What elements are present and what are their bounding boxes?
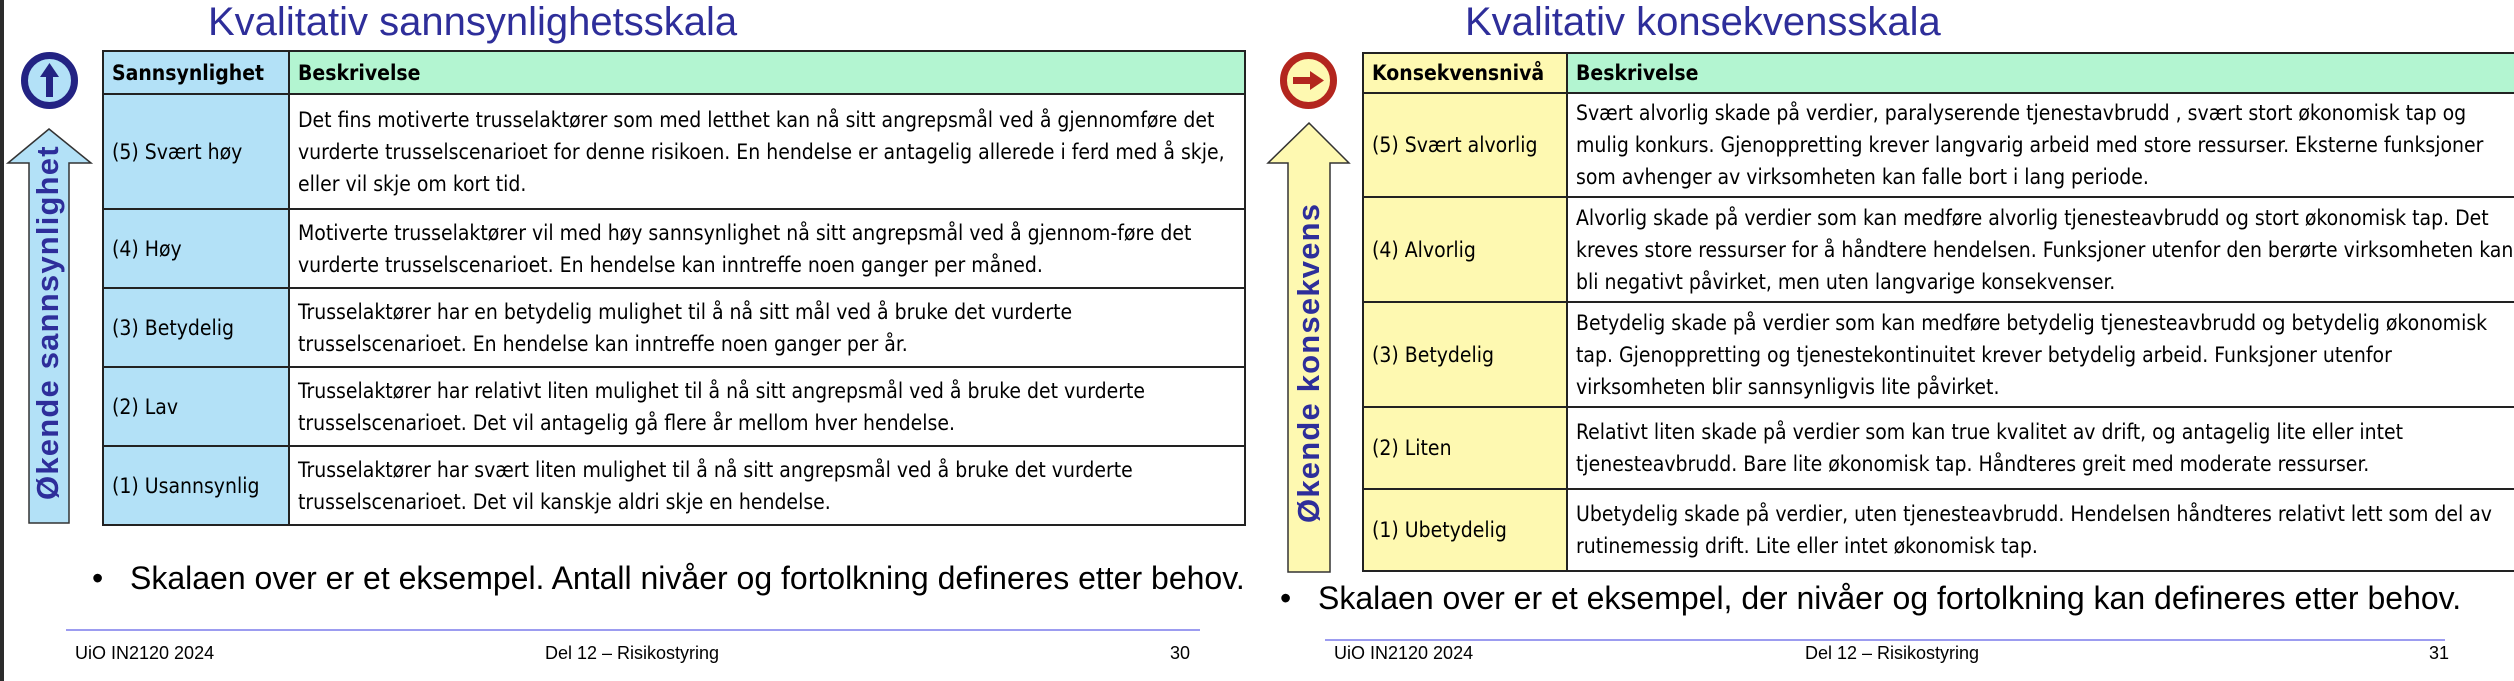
description-cell: Motiverte trusselaktører vil med høy sannsynlighet nå sitt angrepsmål ved å gjennom-føre det vurderte trusselscenarioet. En hendelse kan inntreffe noen ganger per måned. [289,209,1245,288]
table-row [103,446,1245,525]
level-cell: (3) Betydelig [103,288,289,367]
table-row [103,288,1245,367]
table-row [1363,407,2514,489]
level-cell: (1) Usannsynlig [103,446,289,525]
description-cell: Trusselaktører har en betydelig mulighet til å nå sitt mål ved å bruke det vurderte trusselscenarioet. En hendelse kan inntreffe noen ganger per år. [289,288,1245,367]
table-row [1363,93,2514,197]
level-cell: (2) Liten [1363,407,1567,489]
description-cell: Svært alvorlig skade på verdier, paralyserende tjenestavbrudd , svært stort økonomisk tap og mulig konkurs. Gjenoppretting krever langvarig arbeid med store ressurser. Eksterne funksjoner som avhenger av virksomheten kan falle bort i lang periode. [1567,93,2514,197]
slide-title: Kvalitativ sannsynlighetsskala [208,0,738,44]
footer-section: Del 12 – Risikostyring [545,643,720,663]
slide-31 [1257,0,2514,681]
bullet-point [1280,580,2461,617]
level-cell: (1) Ubetydelig [1363,489,1567,571]
footer-section: Del 12 – Risikostyring [1805,643,1980,663]
bullet-icon: • [92,560,104,596]
table-row [103,209,1245,288]
bullet-icon: • [1280,580,1292,616]
consequence-table [1362,52,2514,572]
footer-course: UiO IN2120 2024 [75,643,215,663]
page-number: 30 [1170,643,1191,663]
level-cell: (2) Lav [103,367,289,446]
table-header-row [1363,53,2514,93]
slide-title: Kvalitativ konsekvensskala [1465,0,1941,44]
description-cell: Det fins motiverte trusselaktører som med letthet kan nå sitt angrepsmål ved å gjennomføre det vurderte trusselscenarioet for denne risikoen. En hendelse er antagelig allerede i ferd med å skje, eller vil skje om kort tid. [289,94,1245,209]
level-cell: (5) Svært høy [103,94,289,209]
description-cell: Alvorlig skade på verdier som kan medføre alvorlig tjenesteavbrudd og stort økonomisk tap. Det kreves store ressurser for å håndtere hendelsen. Funksjoner utenfor den berørte virksomheten kan bli negativt påvirket, men uten langvarige konsekvenser. [1567,197,2514,302]
column-header-level: Konsekvensnivå [1363,53,1567,93]
table-header-row [103,51,1245,94]
footer-divider [66,629,1200,631]
level-cell: (4) Høy [103,209,289,288]
level-cell: (5) Svært alvorlig [1363,93,1567,197]
level-cell: (4) Alvorlig [1363,197,1567,302]
bullet-text: Skalaen over er et eksempel, der nivåer og fortolkning kan defineres etter behov. [1318,580,2462,616]
description-cell: Trusselaktører har relativt liten mulighet til å nå sitt angrepsmål ved å bruke det vurderte trusselscenarioet. Det vil antagelig gå flere år mellom hver hendelse. [289,367,1245,446]
footer-course: UiO IN2120 2024 [1334,643,1474,663]
footer-divider [1325,639,2445,641]
bullet-text: Skalaen over er et eksempel. Antall nivåer og fortolkning defineres etter behov. [130,560,1245,596]
table-row [1363,489,2514,571]
description-cell: Trusselaktører har svært liten mulighet til å nå sitt angrepsmål ved å bruke det vurderte trusselscenarioet. Det vil kanskje aldri skje en hendelse. [289,446,1245,525]
axis-label: Økende konsekvens [1291,202,1326,523]
right-arrow-circle-icon [1280,52,1337,109]
table-row [1363,197,2514,302]
column-header-description: Beskrivelse [289,51,1245,94]
page-number: 31 [2429,643,2450,663]
table-row [103,94,1245,209]
table-row [1363,302,2514,407]
level-cell: (3) Betydelig [1363,302,1567,407]
column-header-level: Sannsynlighet [103,51,289,94]
description-cell: Relativt liten skade på verdier som kan true kvalitet av drift, og antagelig lite eller intet tjenesteavbrudd. Bare lite økonomisk tap. Håndteres greit med moderate ressurser. [1567,407,2514,489]
table-row [103,367,1245,446]
bullet-point [92,560,1245,597]
column-header-description: Beskrivelse [1567,53,2514,93]
up-arrow-circle-icon [21,52,78,109]
probability-table [102,50,1246,526]
description-cell: Betydelig skade på verdier som kan medføre betydelig tjenesteavbrudd og betydelig økonomisk tap. Gjenoppretting og tjenestekontinuitet krever betydelig arbeid. Funksjoner utenfor virksomheten blir sannsynligvis lite påvirket. [1567,302,2514,407]
axis-label: Økende sannsynlighet [30,145,65,500]
description-cell: Ubetydelig skade på verdier, uten tjenesteavbrudd. Hendelsen håndteres relativt lett som del av rutinemessig drift. Lite eller intet økonomisk tap. [1567,489,2514,571]
